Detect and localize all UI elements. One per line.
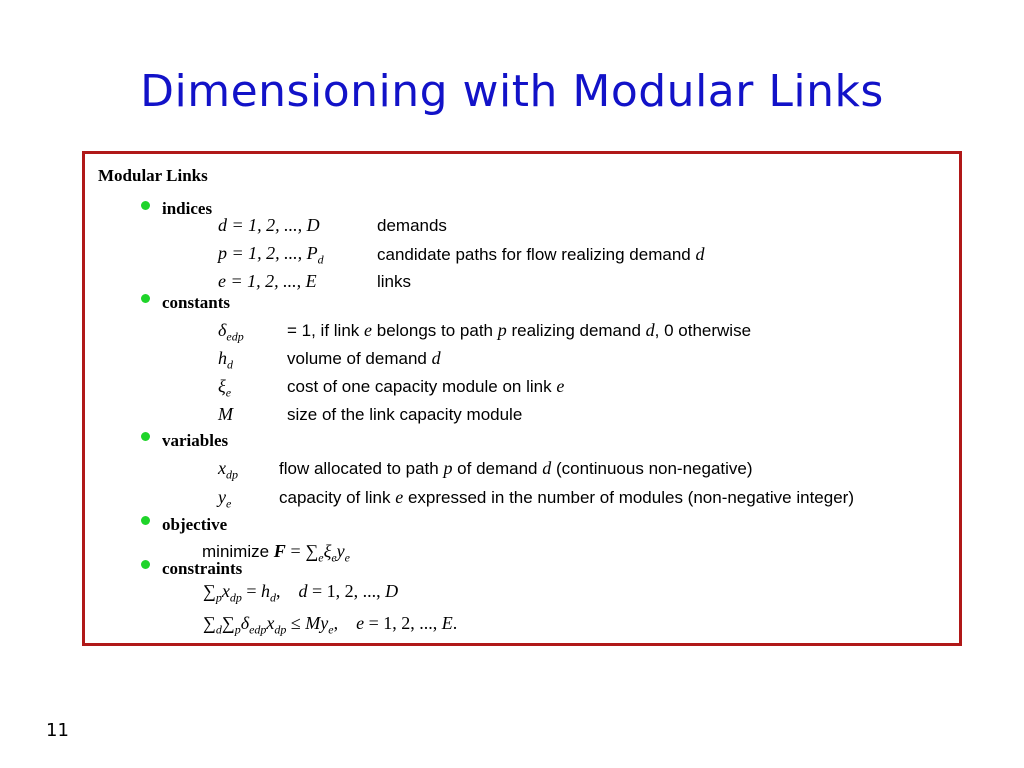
constraint-2: $\sum_d\sum_p\delta_{edp}x_{dp} \le My_e$, e = 1, 2, ..., E. [203,613,458,637]
variable-desc-y: capacity of link e expressed in the number of modules (non-negative integer) [279,487,854,507]
index-symbol-d: d = 1, 2, ..., D [218,215,320,235]
constant-desc-xi [287,376,564,397]
bullet-dot [141,516,150,525]
index-desc-p-var: d [695,244,705,264]
constant-symbol-delta: $\delta_{edp}$ [218,320,244,344]
constant-desc-delta: = 1, if link e belongs to path p realizing demand d, 0 otherwise [287,320,752,340]
constant-symbol-m: M [218,404,233,424]
content-box [82,151,962,646]
constant-desc-xi-text: cost of one capacity module on link [287,377,552,396]
variable-symbol-x: $x_{dp}$ [218,458,238,482]
index-desc-p-text: candidate paths for flow realizing demand [377,245,691,264]
constant-desc-h-text: volume of demand [287,349,427,368]
box-title: Modular Links [98,166,208,185]
index-symbol-e: e = 1, 2, ..., E [218,271,317,291]
variable-desc-x: flow allocated to path p of demand d (continuous non-negative) [279,458,753,478]
index-symbol-p: p = 1, 2, ..., $P_d$ [218,243,324,267]
constraint-1: $\sum_px_{dp} = h_d$, d = 1, 2, ..., D [203,581,399,605]
constant-desc-xi-var: e [556,376,565,396]
bullet-dot [141,560,150,569]
indices-heading: indices [162,199,213,218]
bullet-dot [141,201,150,210]
variables-heading: variables [162,431,229,450]
bullet-dot [141,432,150,441]
page-number: 11 [46,720,69,741]
constant-symbol-xi: $\xi_e$ [218,376,232,400]
index-desc-p [377,244,704,265]
index-desc-d: demands [377,216,447,235]
constant-symbol-h: $h_d$ [218,348,233,372]
index-desc-e: links [377,272,412,291]
variable-symbol-y: $y_e$ [218,487,232,511]
constants-heading: constants [162,293,231,312]
bullet-dot [141,294,150,303]
objective-heading: objective [162,515,228,534]
objective-formula: minimize $F = \sum_e\xi_ey_e$ [202,541,350,565]
constant-desc-h [287,348,441,369]
constraints-heading: constraints [162,559,243,578]
slide-title: Dimensioning with Modular Links [140,66,884,117]
constant-desc-m: size of the link capacity module [287,405,523,424]
objective-minimize-text: minimize [202,542,270,561]
constant-desc-h-var: d [431,348,441,368]
